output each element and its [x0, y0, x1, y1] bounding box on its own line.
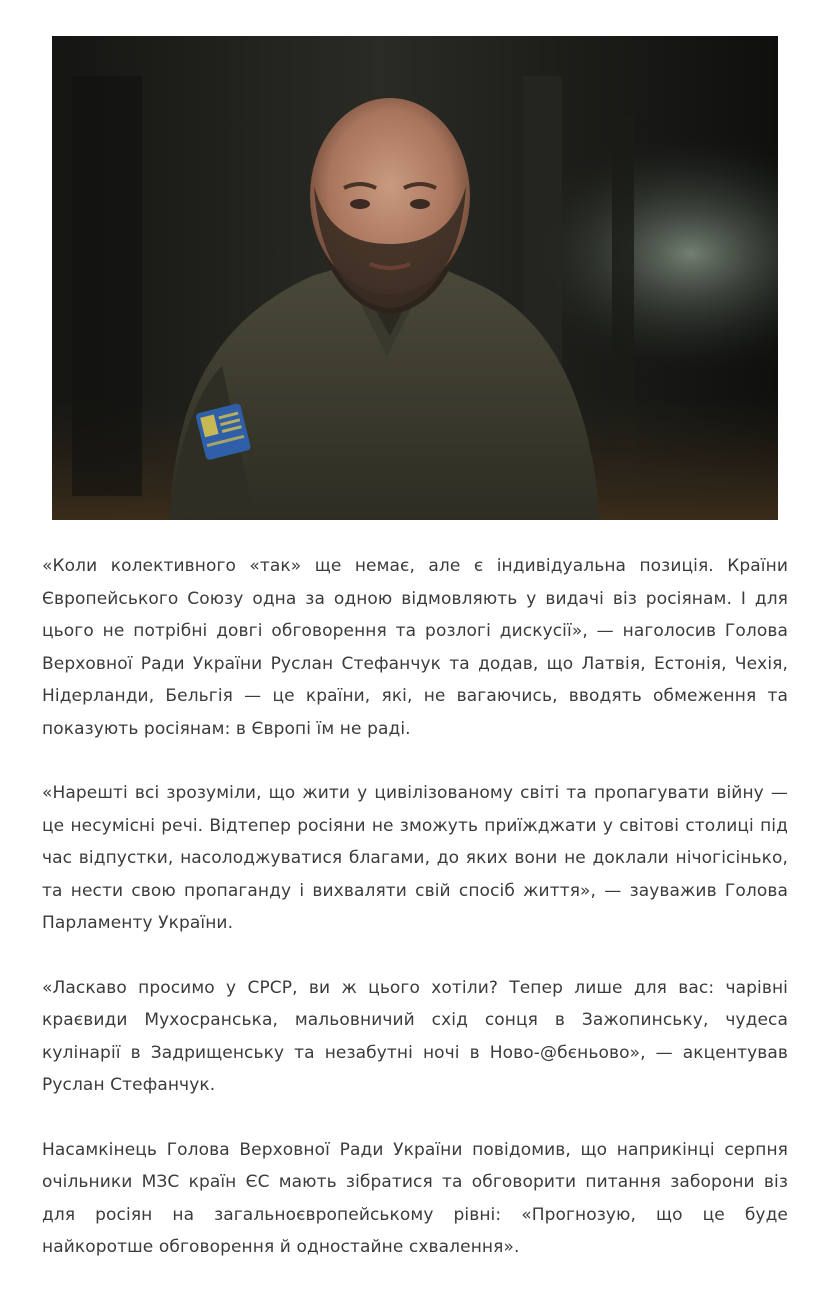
article-paragraph: «Ласкаво просимо у СРСР, ви ж цього хотіли? Тепер лише для вас: чарівні краєвиди Мухосранська, мальовничий схід сонця в Зажопинську, чудеса кулінарії в Задрищенську та незабутні ночі в Ново-@бєньово», — акцентував Руслан Стефанчук. — [42, 977, 788, 1095]
article-photo — [52, 36, 778, 520]
article-paragraph: «Нарешті всі зрозуміли, що жити у цивілізованому світі та пропагувати війну — це несумісні речі. Відтепер росіяни не зможуть приїжджати у світові столиці під час відпустки, насолоджуватися благами, до яких вони не доклали нічогісінько, та нести свою пропаганду і вихваляти свій спосіб життя», — зауважив Голова Парламенту України. — [42, 783, 788, 933]
article-paragraph: Насамкінець Голова Верховної Ради України повідомив, що наприкінці серпня очільники МЗС країн ЄС мають зібратися та обговорити питання заборони віз для росіян на загальноєвропейському рівні: «Прогнозую, що це буде найкоротше обговорення й одностайне схвалення». — [42, 1139, 788, 1257]
article-body — [42, 550, 788, 1296]
portrait-illustration — [52, 36, 778, 520]
article-paragraph: «Коли колективного «так» ще немає, але є індивідуальна позиція. Країни Європейського Союзу одна за одною відмовляють у видачі віз росіянам. І для цього не потрібні довгі обговорення та розлогі дискусії», — наголосив Голова Верховної Ради України Руслан Стефанчук та додав, що Латвія, Естонія, Чехія, Нідерланди, Бельгія — це країни, які, не вагаючись, вводять обмеження та показують росіянам: в Європі їм не раді. — [42, 556, 788, 739]
